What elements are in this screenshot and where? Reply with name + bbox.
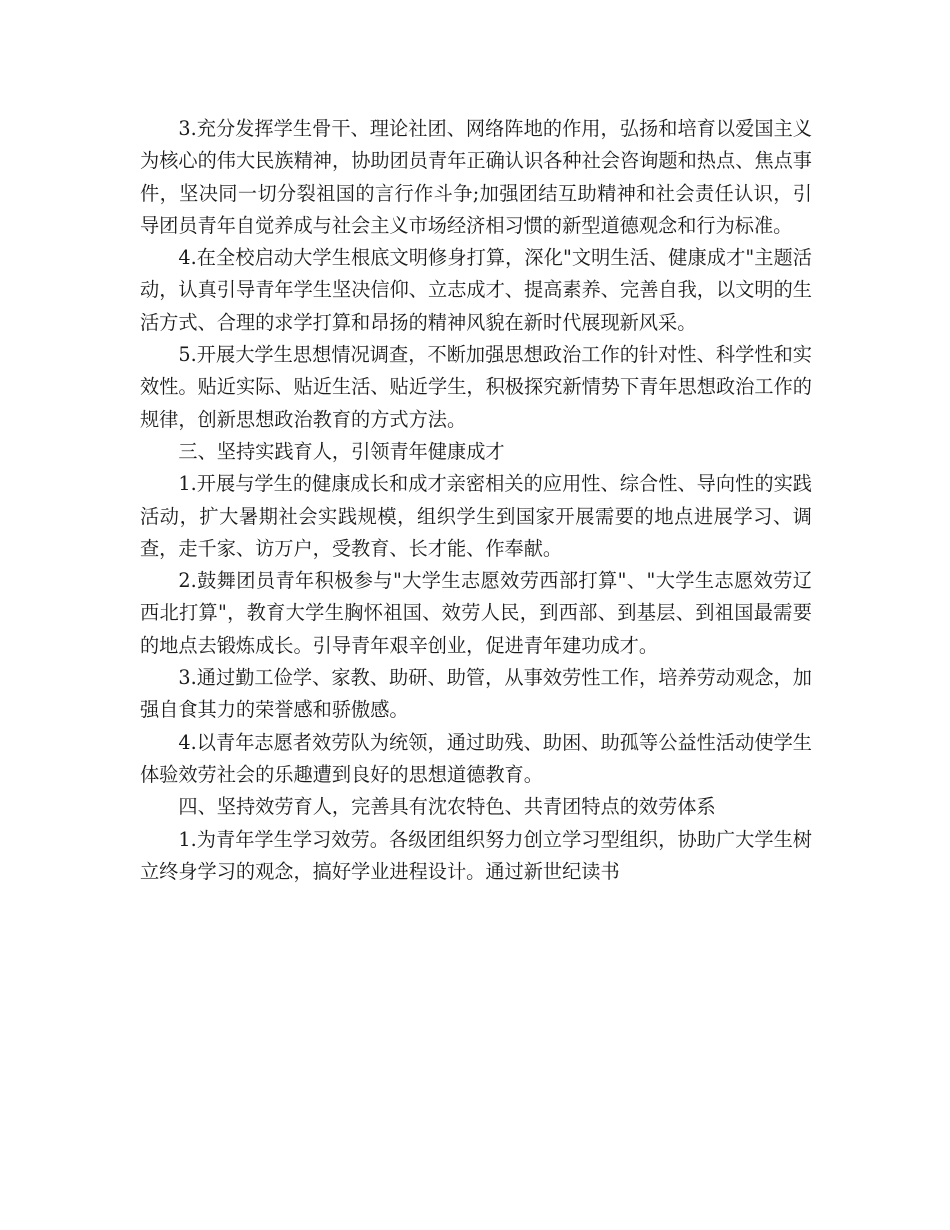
paragraph: 4.以青年志愿者效劳队为统领，通过助残、助困、助孤等公益性活动使学生体验效劳社会的乐趣遭到良好的思想道德教育。: [140, 730, 812, 786]
document-body: [140, 113, 812, 888]
paragraph: 1.为青年学生学习效劳。各级团组织努力创立学习型组织，协助广大学生树立终身学习的观念，搞好学业进程设计。通过新世纪读书: [140, 827, 812, 883]
paragraph: 5.开展大学生思想情况调查，不断加强思想政治工作的针对性、科学性和实效性。贴近实际、贴近生活、贴近学生，积极探究新情势下青年思想政治工作的规律，创新思想政治教育的方式方法。: [140, 343, 812, 431]
paragraph: 1.开展与学生的健康成长和成才亲密相关的应用性、综合性、导向性的实践活动，扩大暑期社会实践规模，组织学生到国家开展需要的地点进展学习、调查，走千家、访万户，受教育、长才能、作奉献。: [140, 472, 812, 560]
paragraph: 4.在全校启动大学生根底文明修身打算，深化"文明生活、健康成才"主题活动，认真引导青年学生坚决信仰、立志成才、提高素养、完善自我，以文明的生活方式、合理的求学打算和昂扬的精神风貌在新时代展现新风采。: [140, 246, 812, 334]
section-heading: 三、坚持实践育人，引领青年健康成才: [178, 439, 505, 463]
paragraph: 2.鼓舞团员青年积极参与"大学生志愿效劳西部打算"、"大学生志愿效劳辽西北打算"，教育大学生胸怀祖国、效劳人民，到西部、到基层、到祖国最需要的地点去锻炼成长。引导青年艰辛创业，促进青年建功成才。: [140, 569, 812, 657]
paragraph: 3.通过勤工俭学、家教、助研、助管，从事效劳性工作，培养劳动观念，加强自食其力的荣誉感和骄傲感。: [140, 666, 812, 722]
section-heading: 四、坚持效劳育人，完善具有沈农特色、共青团特点的效劳体系: [178, 795, 716, 819]
paragraph: 3.充分发挥学生骨干、理论社团、网络阵地的作用，弘扬和培育以爱国主义为核心的伟大民族精神，协助团员青年正确认识各种社会咨询题和热点、焦点事件，坚决同一切分裂祖国的言行作斗争;加强团结互助精神和社会责任认识，引导团员青年自觉养成与社会主义市场经济相习惯的新型道德观念和行为标准。: [140, 117, 812, 237]
